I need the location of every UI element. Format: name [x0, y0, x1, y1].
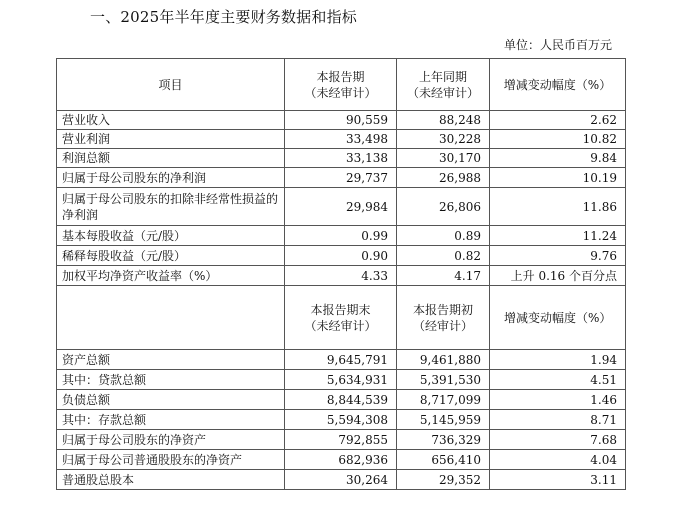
row-current: 4.33	[285, 266, 397, 286]
row-prior: 0.89	[397, 226, 490, 246]
row-prior: 4.17	[397, 266, 490, 286]
table-row	[57, 430, 626, 450]
financial-data-table	[56, 58, 626, 490]
table-row	[57, 470, 626, 490]
row-prior: 8,717,099	[397, 390, 490, 410]
section-title: 一、2025年半年度主要财务数据和指标	[90, 8, 357, 26]
header-change-2: 增减变动幅度（%）	[490, 286, 626, 350]
row-current: 30,264	[285, 470, 397, 490]
header-period-start	[397, 286, 490, 350]
row-current: 792,855	[285, 430, 397, 450]
table-row	[57, 350, 626, 370]
row-current: 0.99	[285, 226, 397, 246]
row-current: 29,984	[285, 188, 397, 226]
table-row	[57, 188, 626, 226]
table-row	[57, 246, 626, 266]
row-change: 9.76	[490, 246, 626, 266]
row-change: 3.11	[490, 470, 626, 490]
unit-note: 单位：人民币百万元	[503, 38, 612, 52]
row-item: 其中：存款总额	[57, 410, 285, 430]
header-current-period-line1: 本报告期	[316, 69, 365, 84]
table-row	[57, 149, 626, 168]
table-row	[57, 370, 626, 390]
subheader-empty-cell	[57, 286, 285, 350]
row-change: 8.71	[490, 410, 626, 430]
row-current: 9,645,791	[285, 350, 397, 370]
row-prior: 88,248	[397, 111, 490, 130]
row-change: 上升 0.16 个百分点	[490, 266, 626, 286]
row-current: 5,594,308	[285, 410, 397, 430]
row-prior: 26,806	[397, 188, 490, 226]
table-subheader-row	[57, 286, 626, 350]
table-row	[57, 410, 626, 430]
row-item: 负债总额	[57, 390, 285, 410]
row-current: 33,498	[285, 130, 397, 149]
header-current-period	[285, 59, 397, 111]
row-item: 归属于母公司股东的净资产	[57, 430, 285, 450]
row-item: 营业收入	[57, 111, 285, 130]
header-current-period-line2: （未经审计）	[304, 85, 377, 100]
row-change: 9.84	[490, 149, 626, 168]
row-prior: 29,352	[397, 470, 490, 490]
table-row	[57, 168, 626, 188]
header-period-end-line1: 本报告期末	[310, 302, 371, 317]
header-period-start-line1: 本报告期初	[412, 302, 473, 317]
row-prior: 26,988	[397, 168, 490, 188]
table-header-row	[57, 59, 626, 111]
row-item: 资产总额	[57, 350, 285, 370]
row-change: 11.86	[490, 188, 626, 226]
row-item: 加权平均净资产收益率（%）	[57, 266, 285, 286]
row-current: 0.90	[285, 246, 397, 266]
table-row	[57, 226, 626, 246]
row-current: 33,138	[285, 149, 397, 168]
row-current: 90,559	[285, 111, 397, 130]
header-change: 增减变动幅度（%）	[490, 59, 626, 111]
row-item: 利润总额	[57, 149, 285, 168]
table-row	[57, 130, 626, 149]
row-item: 其中：贷款总额	[57, 370, 285, 390]
header-period-end	[285, 286, 397, 350]
row-change: 4.51	[490, 370, 626, 390]
header-prior-period-line1: 上年同期	[418, 69, 467, 84]
row-change: 4.04	[490, 450, 626, 470]
table-row	[57, 111, 626, 130]
table-row	[57, 450, 626, 470]
row-change: 2.62	[490, 111, 626, 130]
header-period-end-line2: （未经审计）	[304, 318, 377, 333]
row-change: 1.46	[490, 390, 626, 410]
row-item: 营业利润	[57, 130, 285, 149]
row-item: 稀释每股收益（元/股）	[57, 246, 285, 266]
row-prior: 656,410	[397, 450, 490, 470]
row-item: 基本每股收益（元/股）	[57, 226, 285, 246]
row-change: 11.24	[490, 226, 626, 246]
row-prior: 30,170	[397, 149, 490, 168]
table-row	[57, 266, 626, 286]
header-prior-period-line2: （未经审计）	[406, 85, 479, 100]
row-prior: 30,228	[397, 130, 490, 149]
row-current: 8,844,539	[285, 390, 397, 410]
row-change: 10.82	[490, 130, 626, 149]
row-change: 10.19	[490, 168, 626, 188]
header-item: 项目	[57, 59, 285, 111]
row-change: 1.94	[490, 350, 626, 370]
row-prior: 5,391,530	[397, 370, 490, 390]
row-change: 7.68	[490, 430, 626, 450]
table-row	[57, 390, 626, 410]
row-item: 归属于母公司普通股股东的净资产	[57, 450, 285, 470]
row-current: 5,634,931	[285, 370, 397, 390]
row-item: 归属于母公司股东的净利润	[57, 168, 285, 188]
row-current: 682,936	[285, 450, 397, 470]
row-item: 普通股总股本	[57, 470, 285, 490]
header-prior-period	[397, 59, 490, 111]
row-item: 归属于母公司股东的扣除非经常性损益的净利润	[57, 188, 285, 226]
header-period-start-line2: （经审计）	[412, 318, 473, 333]
row-prior: 5,145,959	[397, 410, 490, 430]
row-prior: 0.82	[397, 246, 490, 266]
row-prior: 736,329	[397, 430, 490, 450]
row-prior: 9,461,880	[397, 350, 490, 370]
row-current: 29,737	[285, 168, 397, 188]
